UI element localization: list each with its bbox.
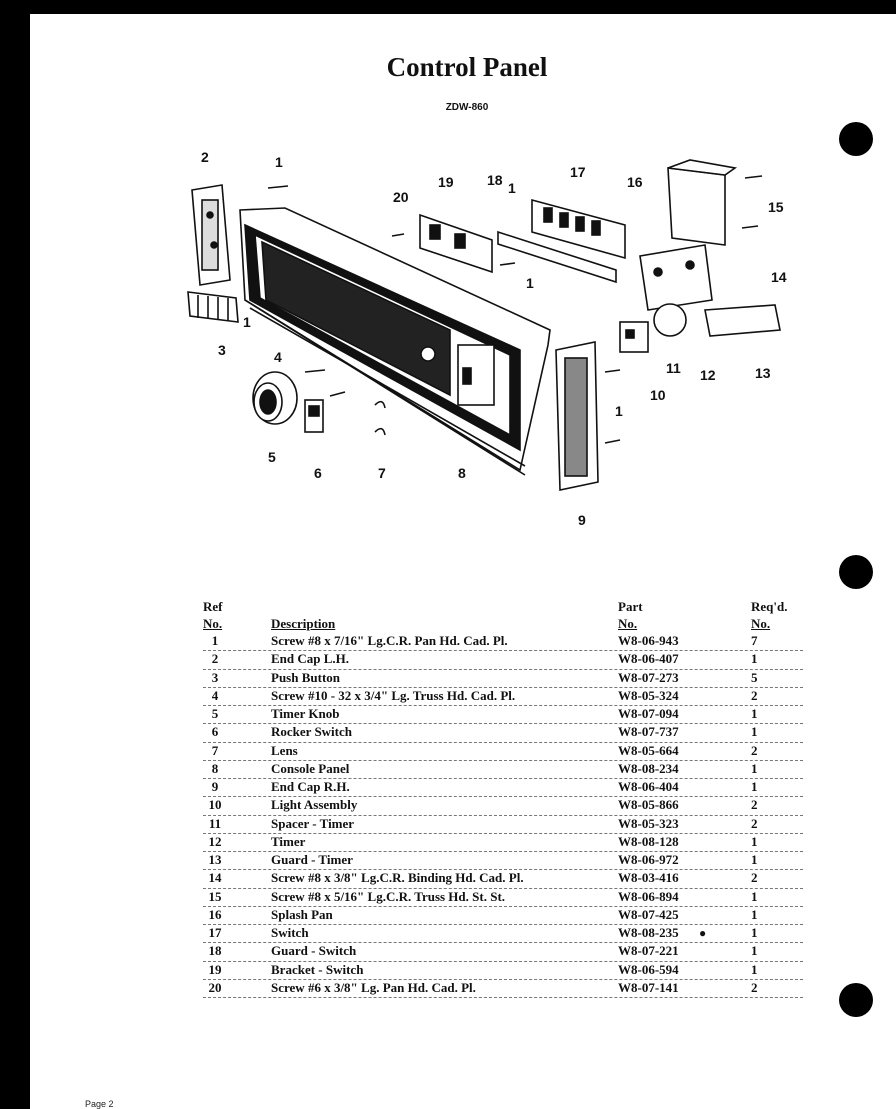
description-cell: Push Button xyxy=(271,669,340,685)
ref-cell: 3 xyxy=(211,669,219,685)
quantity-cell: 1 xyxy=(751,706,758,721)
callout-8: 8 xyxy=(458,465,466,481)
quantity-cell: 1 xyxy=(751,833,758,849)
description-cell: Rocker Switch xyxy=(271,724,353,740)
header-part: Part No. xyxy=(618,599,643,631)
timer-knob-drawing xyxy=(253,372,297,424)
part-number-cell: W8-06-943 xyxy=(618,633,679,648)
description-cell: Guard - Switch xyxy=(271,943,357,959)
header-reqd: Req'd. No. xyxy=(751,599,788,631)
callout-17: 17 xyxy=(570,164,586,180)
ref-cell: 18 xyxy=(208,943,222,959)
callout-19: 19 xyxy=(438,174,454,190)
table-row xyxy=(203,979,803,998)
header-description: Description xyxy=(271,616,336,631)
callout-7: 7 xyxy=(378,465,386,481)
description-cell: Screw #8 x 5/16" Lg.C.R. Truss Hd. St. St. xyxy=(271,888,506,904)
callout-18: 18 xyxy=(487,172,503,188)
table-row xyxy=(203,906,803,925)
quantity-cell: 2 xyxy=(751,742,758,758)
part-number-cell: W8-03-416 xyxy=(618,870,679,886)
quantity-cell: 2 xyxy=(751,979,758,995)
ref-cell: 15 xyxy=(208,888,222,904)
header-ref: Ref No. xyxy=(203,599,223,631)
callout-14: 14 xyxy=(771,269,787,285)
description-cell: Lens xyxy=(271,742,298,758)
ref-cell: 14 xyxy=(208,870,222,886)
lens-drawing xyxy=(375,402,385,408)
quantity-cell: 5 xyxy=(751,669,758,685)
quantity-cell: 2 xyxy=(751,815,758,831)
ref-cell: 1 xyxy=(211,633,219,648)
quantity-cell: 1 xyxy=(751,888,758,904)
callout-12: 12 xyxy=(700,367,716,383)
end-cap-lh-drawing xyxy=(192,185,230,285)
callout-4: 4 xyxy=(274,349,282,365)
part-number-cell: W8-05-323 xyxy=(618,815,679,831)
description-cell: Console Panel xyxy=(271,760,350,776)
description-cell: Switch xyxy=(271,925,309,940)
description-cell: End Cap L.H. xyxy=(271,651,350,667)
model-number: ZDW-860 xyxy=(445,102,489,113)
part-number-cell: W8-06-407 xyxy=(618,651,679,667)
table-row xyxy=(203,796,803,815)
ref-cell: 19 xyxy=(208,961,222,977)
description-cell: Screw #6 x 3/8" Lg. Pan Hd. Cad. Pl. xyxy=(271,979,476,995)
part-number-cell: W8-08-234 xyxy=(618,760,679,776)
part-number-cell: W8-06-894 xyxy=(618,888,679,904)
part-number-cell: W8-07-221 xyxy=(618,943,679,959)
quantity-cell: 1 xyxy=(751,925,758,940)
description-cell: Screw #10 - 32 x 3/4" Lg. Truss Hd. Cad. Pl. xyxy=(271,687,516,703)
description-cell: Timer xyxy=(271,833,306,849)
quantity-cell: 1 xyxy=(751,779,758,794)
description-cell: Spacer - Timer xyxy=(271,815,355,831)
callout-16: 16 xyxy=(627,174,643,190)
quantity-cell: 1 xyxy=(751,651,758,667)
part-number-cell: W8-06-594 xyxy=(618,961,679,977)
callout-1b: 1 xyxy=(243,314,251,330)
callout-6: 6 xyxy=(314,465,322,481)
callout-5: 5 xyxy=(268,449,276,465)
quantity-cell: 2 xyxy=(751,687,758,703)
part-number-cell: W8-05-866 xyxy=(618,797,679,813)
end-cap-rh-drawing xyxy=(556,342,598,490)
part-number-cell: W8-06-404 xyxy=(618,779,679,794)
part-number-cell: W8-05-664 xyxy=(618,742,679,758)
callout-9: 9 xyxy=(578,512,586,528)
callout-1e: 1 xyxy=(615,403,623,419)
table-row xyxy=(203,869,803,888)
table-row xyxy=(203,650,803,669)
ref-cell: 7 xyxy=(211,742,219,758)
part-number-cell: W8-05-324 xyxy=(618,687,679,703)
part-number-cell: W8-07-273 xyxy=(618,669,679,685)
table-row xyxy=(203,833,803,852)
table-row xyxy=(203,778,803,797)
callout-1: 1 xyxy=(275,154,283,170)
table-row xyxy=(203,632,803,651)
callout-20: 20 xyxy=(393,189,409,205)
binder-hole-bottom xyxy=(839,983,873,1017)
bracket-switch-drawing xyxy=(420,215,492,272)
table-row xyxy=(203,687,803,706)
quantity-cell: 1 xyxy=(751,852,758,867)
description-cell: Bracket - Switch xyxy=(271,961,364,977)
table-row xyxy=(203,924,803,943)
ref-cell: 9 xyxy=(211,779,219,794)
callout-1d: 1 xyxy=(526,275,534,291)
change-mark: ● xyxy=(699,926,707,940)
ref-cell: 10 xyxy=(208,797,222,813)
ref-cell: 17 xyxy=(208,925,222,940)
splash-pan-drawing xyxy=(668,160,735,245)
table-row xyxy=(203,705,803,724)
page-title: Control Panel xyxy=(386,52,548,82)
ref-cell: 2 xyxy=(211,651,219,667)
table-row xyxy=(203,815,803,834)
part-number-cell: W8-07-094 xyxy=(618,706,679,721)
description-cell: Light Assembly xyxy=(271,797,358,813)
table-row xyxy=(203,723,803,742)
table-row xyxy=(203,888,803,907)
part-number-cell: W8-07-141 xyxy=(618,979,679,995)
table-row xyxy=(203,669,803,688)
table-row xyxy=(203,760,803,779)
quantity-cell: 7 xyxy=(751,633,758,648)
ref-cell: 12 xyxy=(208,833,222,849)
quantity-cell: 1 xyxy=(751,906,758,922)
ref-cell: 20 xyxy=(208,979,222,995)
description-cell: Screw #8 x 7/16" Lg.C.R. Pan Hd. Cad. Pl. xyxy=(271,633,508,648)
guard-timer-drawing xyxy=(705,305,780,336)
table-row xyxy=(203,961,803,980)
part-number-cell: W8-08-128 xyxy=(618,833,679,849)
callout-11: 11 xyxy=(666,360,681,376)
table-row xyxy=(203,742,803,761)
table-row xyxy=(203,851,803,870)
callout-1c: 1 xyxy=(508,180,516,196)
callout-13: 13 xyxy=(755,365,771,381)
description-cell: Screw #8 x 3/8" Lg.C.R. Binding Hd. Cad. Pl. xyxy=(271,870,524,886)
description-cell: Guard - Timer xyxy=(271,852,353,867)
quantity-cell: 2 xyxy=(751,870,758,886)
callout-10: 10 xyxy=(650,387,666,403)
quantity-cell: 1 xyxy=(751,760,758,776)
part-number-cell: W8-07-425 xyxy=(618,906,679,922)
callout-3: 3 xyxy=(218,342,226,358)
part-number-cell: W8-08-235 xyxy=(618,925,679,940)
ref-cell: 16 xyxy=(208,906,222,922)
ref-cell: 6 xyxy=(211,724,219,740)
light-assembly-drawing xyxy=(620,322,648,352)
timer-drawing xyxy=(640,245,712,336)
description-cell: End Cap R.H. xyxy=(271,779,350,794)
part-number-cell: W8-07-737 xyxy=(618,724,679,740)
table-row xyxy=(203,942,803,961)
callout-2: 2 xyxy=(201,149,209,165)
callout-15: 15 xyxy=(768,199,784,215)
binder-hole-middle xyxy=(839,555,873,589)
ref-cell: 13 xyxy=(208,852,222,867)
ref-cell: 8 xyxy=(211,760,219,776)
quantity-cell: 1 xyxy=(751,724,758,740)
description-cell: Timer Knob xyxy=(271,706,340,721)
quantity-cell: 2 xyxy=(751,797,758,813)
rocker-switch-drawing xyxy=(305,400,323,432)
description-cell: Splash Pan xyxy=(271,906,333,922)
page-footer: Page 2 xyxy=(85,1099,114,1109)
ref-cell: 11 xyxy=(208,815,222,831)
console-panel-drawing xyxy=(240,208,550,475)
push-buttons-drawing xyxy=(188,292,238,322)
ref-cell: 5 xyxy=(211,706,219,721)
quantity-cell: 1 xyxy=(751,943,758,959)
quantity-cell: 1 xyxy=(751,961,758,977)
ref-cell: 4 xyxy=(211,687,219,703)
part-number-cell: W8-06-972 xyxy=(618,852,679,867)
